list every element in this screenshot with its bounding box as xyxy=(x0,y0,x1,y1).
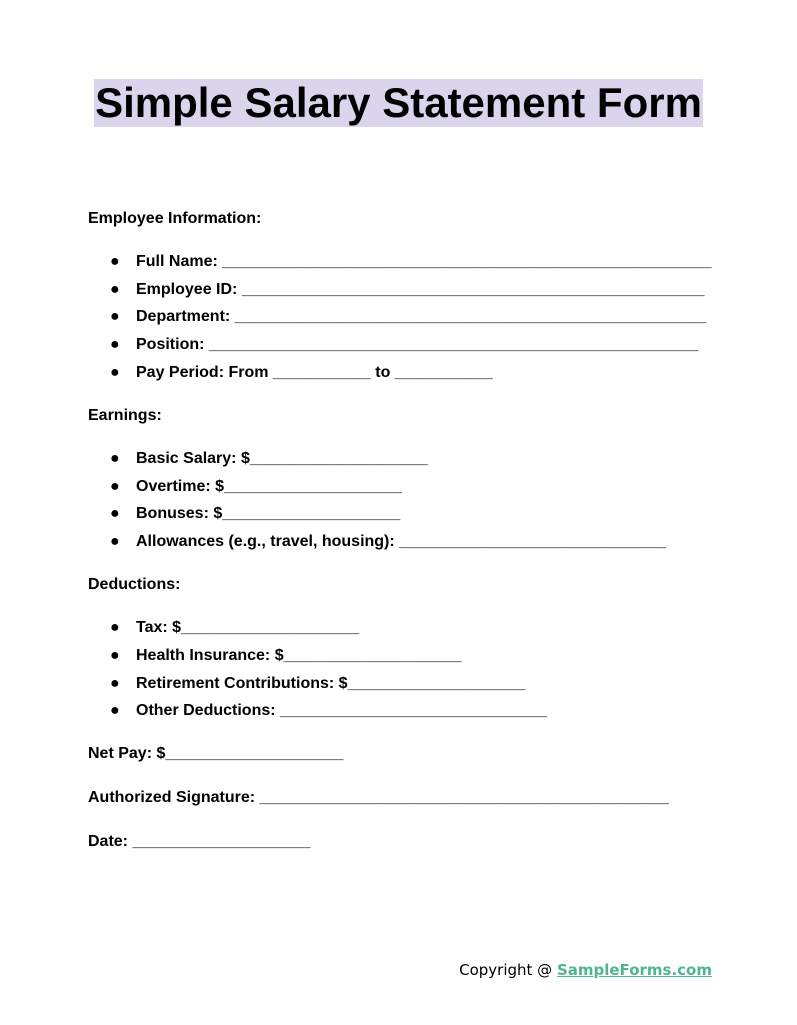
field-label: Basic Salary: xyxy=(136,449,237,467)
sampleforms-link[interactable]: SampleForms.com xyxy=(556,961,712,979)
health-insurance-field[interactable] xyxy=(88,645,728,673)
field-blank[interactable]: $____________________ xyxy=(152,745,344,763)
field-label: Date: xyxy=(88,833,129,851)
allowances-field[interactable] xyxy=(88,531,728,559)
bullet-icon: ● xyxy=(110,619,120,637)
deductions-list xyxy=(88,617,728,728)
pay-period-field[interactable] xyxy=(88,362,728,390)
field-label: Other Deductions: xyxy=(136,702,276,720)
bonuses-field[interactable] xyxy=(88,503,728,531)
retirement-contributions-field[interactable] xyxy=(88,673,728,701)
field-blank[interactable]: $____________________ xyxy=(334,674,526,692)
date-field[interactable] xyxy=(88,831,728,853)
bullet-icon: ● xyxy=(110,363,120,381)
field-blank[interactable]: ___________ to ___________ xyxy=(268,363,493,381)
field-label: Net Pay: xyxy=(88,745,153,763)
bullet-icon: ● xyxy=(110,308,120,326)
field-label: Tax: xyxy=(136,619,168,637)
bullet-icon: ● xyxy=(110,702,120,720)
employee-info-list xyxy=(88,251,728,389)
other-deductions-field[interactable] xyxy=(88,700,728,728)
field-label: Retirement Contributions: xyxy=(136,674,335,692)
deductions-heading: Deductions: xyxy=(88,576,181,594)
field-label: Department: xyxy=(136,308,231,326)
earnings-list xyxy=(88,448,728,559)
title-area xyxy=(0,79,797,127)
page-title: Simple Salary Statement Form xyxy=(95,79,702,126)
copyright-text: Copyright @ xyxy=(459,961,557,979)
field-label: Authorized Signature: xyxy=(88,789,256,807)
field-blank[interactable]: ______________________________ xyxy=(275,702,547,720)
tax-field[interactable] xyxy=(88,617,728,645)
field-blank[interactable]: $____________________ xyxy=(236,449,428,467)
field-blank[interactable]: $____________________ xyxy=(210,477,403,495)
net-pay-field[interactable] xyxy=(88,743,728,765)
field-blank[interactable]: _____________________________________________________ xyxy=(230,308,707,326)
department-field[interactable] xyxy=(88,306,728,334)
bullet-icon: ● xyxy=(110,477,120,495)
authorized-signature-field[interactable] xyxy=(88,787,728,809)
bullet-icon: ● xyxy=(110,533,120,550)
employee-id-field[interactable] xyxy=(88,279,728,307)
bullet-icon: ● xyxy=(110,674,120,692)
overtime-field[interactable] xyxy=(88,476,728,504)
earnings-heading: Earnings: xyxy=(88,406,162,424)
field-blank[interactable]: _______________________________________________________ xyxy=(204,336,699,354)
field-blank[interactable]: $____________________ xyxy=(208,505,401,523)
field-blank[interactable]: ______________________________________________ xyxy=(255,789,669,807)
field-blank[interactable]: ____________________________________________________ xyxy=(237,280,705,298)
bullet-icon: ● xyxy=(110,280,120,298)
field-label: Overtime: xyxy=(136,477,211,495)
field-label: Position: xyxy=(136,336,205,354)
basic-salary-field[interactable] xyxy=(88,448,728,476)
bullet-icon: ● xyxy=(110,646,120,664)
field-label: Employee ID: xyxy=(136,280,238,298)
field-label: Pay Period: From xyxy=(136,363,269,381)
field-blank[interactable]: _______________________________________________________ xyxy=(217,253,712,270)
field-label: Allowances (e.g., travel, housing): xyxy=(136,533,395,550)
field-blank[interactable]: $____________________ xyxy=(270,646,462,664)
field-blank[interactable]: ____________________ xyxy=(128,833,311,851)
bullet-icon: ● xyxy=(110,336,120,354)
position-field[interactable] xyxy=(88,334,728,362)
full-name-field[interactable] xyxy=(88,251,728,279)
field-label: Full Name: xyxy=(136,253,218,270)
bullet-icon: ● xyxy=(110,253,120,270)
bullet-icon: ● xyxy=(110,505,120,523)
field-blank[interactable]: $____________________ xyxy=(167,619,360,637)
copyright-footer xyxy=(459,960,712,980)
form-body xyxy=(88,208,728,853)
employee-info-heading: Employee Information: xyxy=(88,210,262,227)
field-label: Bonuses: xyxy=(136,505,209,523)
field-blank[interactable]: ______________________________ xyxy=(394,533,667,550)
bullet-icon: ● xyxy=(110,449,120,467)
field-label: Health Insurance: xyxy=(136,646,271,664)
